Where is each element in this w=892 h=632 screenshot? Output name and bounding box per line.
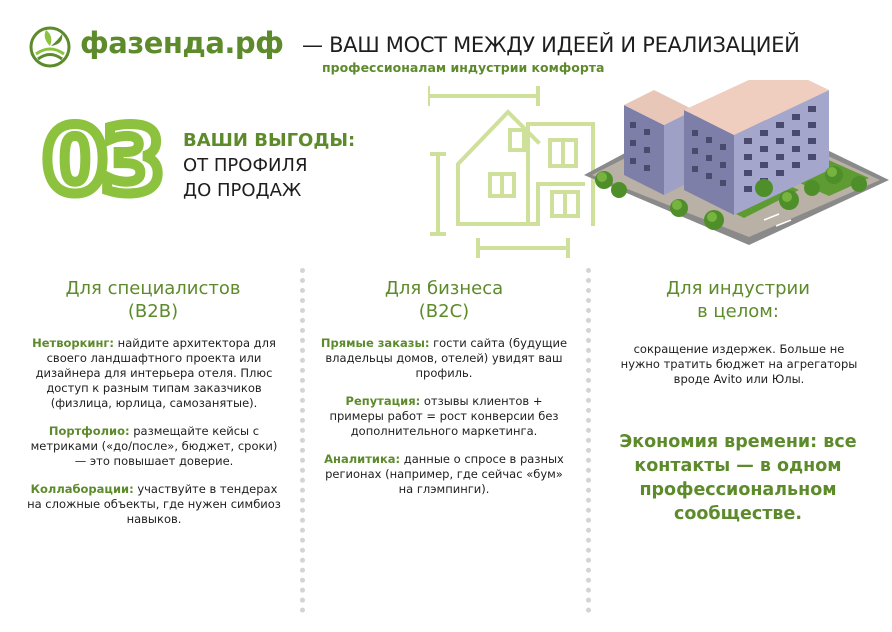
section-subtitle-line2: ДО ПРОДАЖ (183, 180, 302, 201)
logo-text: фазенда.рф (80, 26, 284, 60)
section-title: ВАШИ ВЫГОДЫ: (183, 130, 356, 151)
section-number-text: 03 (42, 107, 160, 214)
benefit-label: Репутация: (345, 394, 421, 408)
column-title-business (312, 277, 576, 323)
benefit-label: Коллаборации: (30, 482, 134, 496)
benefit-item (318, 452, 570, 497)
column-title-line1: Для индустрии (666, 278, 810, 299)
benefit-item (318, 336, 570, 381)
column-title-line1: Для бизнеса (384, 278, 504, 299)
benefit-text: гости сайта (будущие владельцы домов, отелей) увидят ваш профиль. (325, 336, 568, 380)
benefit-item (318, 394, 570, 439)
benefit-text: отзывы клиентов + примеры работ = рост конверсии без дополнительного маркетинга. (329, 394, 559, 438)
column-title-line1: Для специалистов (65, 278, 241, 299)
column-title-line2: в целом: (697, 301, 779, 322)
benefit-text: размещайте кейсы с метриками («до/после», бюджет, сроки) — это повышает доверие. (30, 424, 278, 468)
column-title-industry (606, 277, 870, 323)
header-subtagline: профессионалам индустрии комфорта (322, 60, 605, 75)
section-number (26, 107, 176, 215)
benefit-label: Прямые заказы: (320, 336, 430, 350)
column-body-business (318, 336, 570, 510)
column-body-specialists (26, 336, 282, 540)
column-separator (300, 268, 305, 613)
benefit-label: Аналитика: (324, 452, 401, 466)
benefit-text: участвуйте в тендерах на сложные объекты, где нужен симбиоз навыков. (27, 482, 281, 526)
section-subtitle-line1: ОТ ПРОФИЛЯ (183, 155, 308, 176)
benefit-item (26, 482, 282, 527)
apartment-building-icon (584, 80, 889, 245)
column-title-line2: (B2B) (127, 301, 179, 322)
benefit-item (26, 424, 282, 469)
header-tagline: — ВАШ МОСТ МЕЖДУ ИДЕЕЙ И РЕАЛИЗАЦИЕЙ (302, 33, 800, 57)
benefit-text: данные о спросе в разных регионах (например, где сейчас «бум» на глэмпинги). (325, 452, 564, 496)
column-body-industry: сокращение издержек. Больше не нужно тратить бюджет на агрегаторы вроде Avito или Юлы. (620, 342, 858, 386)
column-separator (586, 268, 591, 613)
benefit-label: Портфолио: (48, 424, 130, 438)
column-title-line2: (B2C) (418, 301, 470, 322)
column-title-specialists (18, 277, 288, 323)
logo (28, 24, 296, 70)
benefit-item (26, 336, 282, 411)
highlight-statement: Экономия времени: все контакты — в одном профессиональном сообществе. (619, 432, 857, 524)
logo-icon (28, 24, 76, 70)
benefit-label: Нетворкинг: (32, 336, 115, 350)
benefit-text: найдите архитектора для своего ландшафтного проекта или дизайнера для интерьера отеля. Плюс доступ к разным типам заказчиков (физлица, юрлица, самозанятые). (35, 336, 276, 410)
